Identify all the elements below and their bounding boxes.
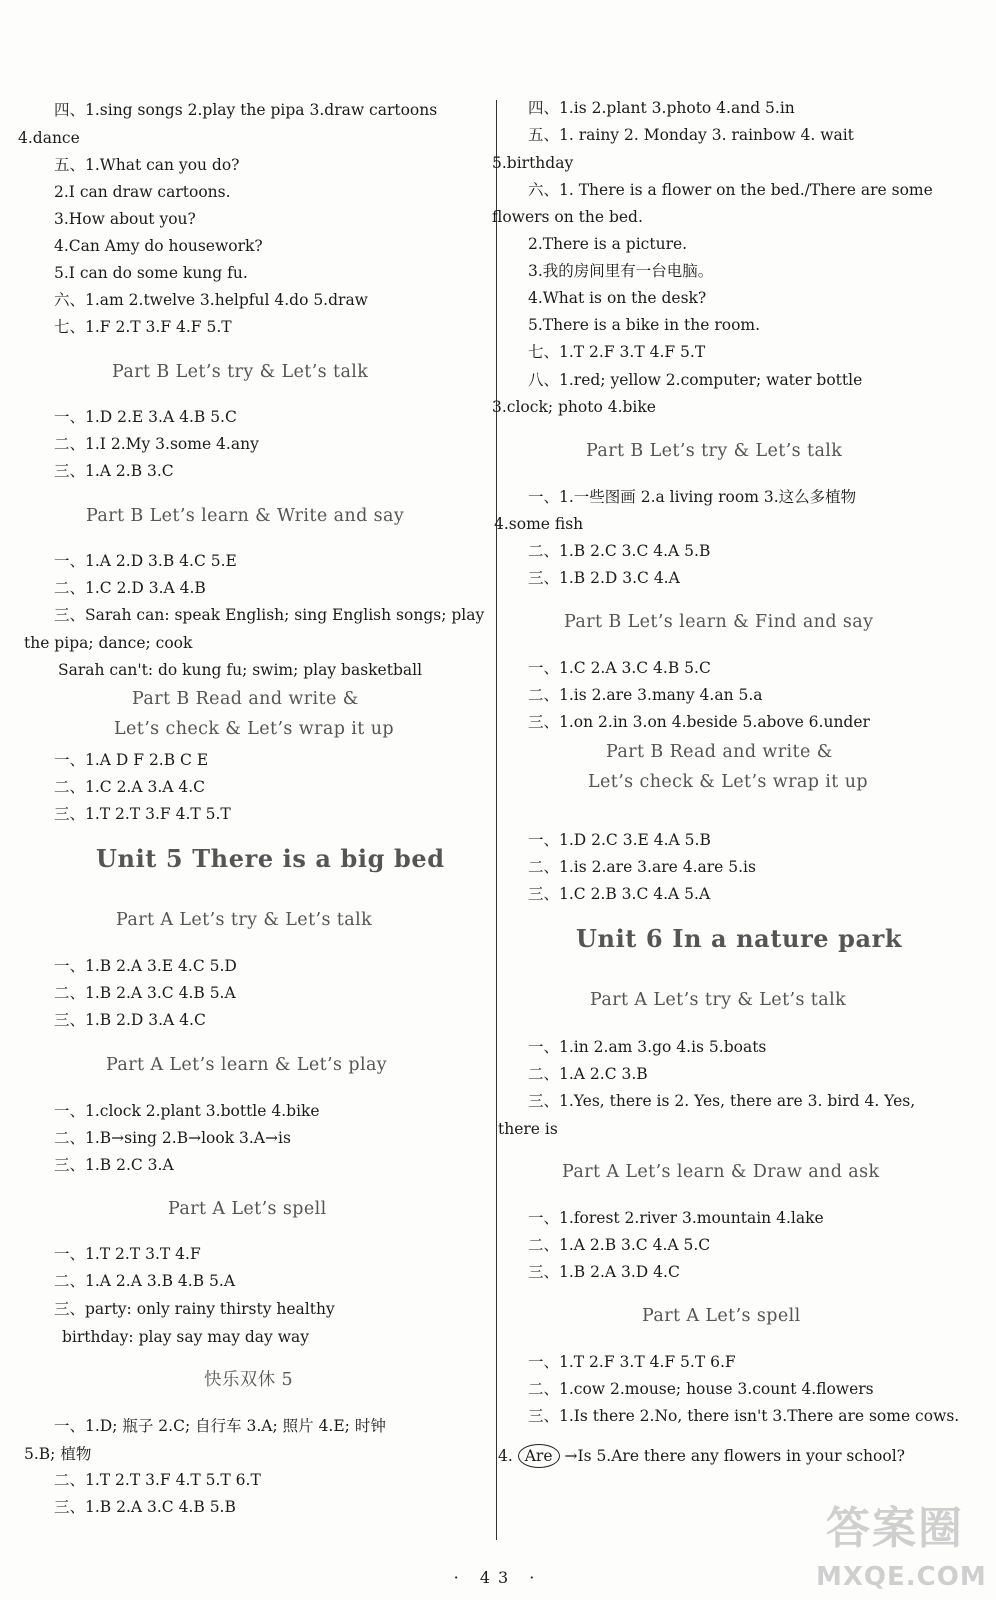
answer-line: 三、1.B 2.C 3.A	[54, 1156, 174, 1174]
answer-line: 二、1.I 2.My 3.some 4.any	[54, 435, 259, 453]
answer-line: 五、1. rainy 2. Monday 3. rainbow 4. wait	[528, 126, 854, 144]
answer-line: 三、1.A 2.B 3.C	[54, 462, 174, 480]
section-heading: 快乐双休 5	[204, 1370, 294, 1390]
answer-line: 二、1.B 2.C 3.C 4.A 5.B	[528, 542, 711, 560]
section-heading: Part B Let’s learn & Write and say	[86, 506, 405, 526]
answer-line: 七、1.F 2.T 3.F 4.F 5.T	[54, 318, 232, 336]
answer-line: 5.birthday	[492, 154, 574, 172]
answer-line: 二、1.C 2.A 3.A 4.C	[54, 778, 206, 796]
site-watermark	[816, 1492, 987, 1592]
answer-line: 一、1.B 2.A 3.E 4.C 5.D	[54, 957, 237, 975]
unit-title: Unit 5 There is a big bed	[96, 844, 445, 873]
section-heading: Part B Read and write &	[132, 689, 359, 709]
answer-line: 八、1.red; yellow 2.computer; water bottle	[528, 371, 863, 389]
answer-line: 4.dance	[18, 129, 80, 147]
answer-number: 4.	[498, 1447, 513, 1465]
answer-text: →Is 5.Are there any flowers in your school?	[564, 1447, 905, 1465]
answer-line: 四、1.is 2.plant 3.photo 4.and 5.in	[528, 99, 795, 117]
circled-word: Are	[518, 1444, 560, 1468]
answer-line: 5.I can do some kung fu.	[54, 264, 248, 282]
answer-line: 一、1.D 2.C 3.E 4.A 5.B	[528, 831, 711, 849]
answer-line: 三、1.B 2.D 3.A 4.C	[54, 1011, 206, 1029]
answer-line: 一、1.D; 瓶子 2.C; 自行车 3.A; 照片 4.E; 时钟	[54, 1417, 386, 1435]
answer-line: 3.clock; photo 4.bike	[492, 398, 656, 416]
section-heading: Part B Let’s try & Let’s talk	[112, 362, 369, 382]
answer-line: 一、1.in 2.am 3.go 4.is 5.boats	[528, 1038, 767, 1056]
section-heading: Let’s check & Let’s wrap it up	[588, 772, 868, 792]
answer-line: 二、1.A 2.C 3.B	[528, 1065, 648, 1083]
answer-line: 二、1.A 2.A 3.B 4.B 5.A	[54, 1272, 236, 1290]
answer-line: 一、1.A 2.D 3.B 4.C 5.E	[54, 552, 237, 570]
answer-line: Sarah can't: do kung fu; swim; play basketball	[58, 661, 423, 679]
answer-line	[498, 1444, 905, 1468]
answer-line: 三、1.Is there 2.No, there isn't 3.There are some cows.	[528, 1407, 960, 1425]
answer-line: 二、1.C 2.D 3.A 4.B	[54, 579, 206, 597]
answer-line: 三、1.C 2.B 3.C 4.A 5.A	[528, 885, 711, 903]
answer-line: 三、1.B 2.A 3.C 4.B 5.B	[54, 1498, 236, 1516]
answer-line: 5.There is a bike in the room.	[528, 316, 761, 334]
section-heading: Part B Let’s try & Let’s talk	[586, 441, 843, 461]
answer-line: 一、1.forest 2.river 3.mountain 4.lake	[528, 1209, 824, 1227]
answer-line: 三、1.T 2.T 3.F 4.T 5.T	[54, 805, 231, 823]
answer-line: 四、1.sing songs 2.play the pipa 3.draw cartoons	[54, 101, 438, 119]
column-divider	[496, 100, 497, 1540]
answer-line: 二、1.B 2.A 3.C 4.B 5.A	[54, 984, 236, 1002]
answer-line: 一、1.clock 2.plant 3.bottle 4.bike	[54, 1102, 320, 1120]
section-heading: Part B Read and write &	[606, 742, 833, 762]
answer-line: 二、1.T 2.T 3.F 4.T 5.T 6.T	[54, 1471, 261, 1489]
answer-line: 一、1.C 2.A 3.C 4.B 5.C	[528, 659, 711, 677]
answer-line: 3.How about you?	[54, 210, 196, 228]
section-heading: Part A Let’s learn & Draw and ask	[562, 1162, 880, 1182]
answer-line: 五、1.What can you do?	[54, 156, 240, 174]
section-heading: Part A Let’s try & Let’s talk	[116, 910, 373, 930]
answer-line: 2.I can draw cartoons.	[54, 183, 231, 201]
answer-line: 三、1.on 2.in 3.on 4.beside 5.above 6.under	[528, 713, 870, 731]
section-heading: Part A Let’s spell	[168, 1199, 327, 1219]
answer-line: 4.some fish	[494, 515, 584, 533]
answer-line: 三、Sarah can: speak English; sing English songs; play	[54, 606, 485, 624]
answer-line: 二、1.cow 2.mouse; house 3.count 4.flowers	[528, 1380, 874, 1398]
answer-line: birthday: play say may day way	[62, 1328, 309, 1346]
answer-line: 三、1.Yes, there is 2. Yes, there are 3. bird 4. Yes,	[528, 1092, 916, 1110]
section-heading: Part A Let’s try & Let’s talk	[590, 990, 847, 1010]
answer-line: 一、1.D 2.E 3.A 4.B 5.C	[54, 408, 237, 426]
answer-line: 二、1.B→sing 2.B→look 3.A→is	[54, 1129, 291, 1147]
answer-line: 二、1.is 2.are 3.are 4.are 5.is	[528, 858, 756, 876]
answer-line: 二、1.is 2.are 3.many 4.an 5.a	[528, 686, 763, 704]
answer-line: 三、1.B 2.A 3.D 4.C	[528, 1263, 680, 1281]
section-heading: Part A Let’s learn & Let’s play	[106, 1055, 388, 1075]
answer-line: 三、1.B 2.D 3.C 4.A	[528, 569, 680, 587]
answer-line: flowers on the bed.	[492, 208, 643, 226]
answer-line: 一、1.T 2.F 3.T 4.F 5.T 6.F	[528, 1353, 736, 1371]
section-heading: Part A Let’s spell	[642, 1306, 801, 1326]
answer-line: 二、1.A 2.B 3.C 4.A 5.C	[528, 1236, 711, 1254]
answer-line: 4.What is on the desk?	[528, 289, 707, 307]
answer-line: 一、1.A D F 2.B C E	[54, 751, 209, 769]
answer-line: there is	[498, 1120, 558, 1138]
section-heading: Let’s check & Let’s wrap it up	[114, 719, 394, 739]
page-number: · 43 ·	[453, 1568, 543, 1587]
watermark-logo-text: 答案圈	[826, 1503, 964, 1554]
answer-line: 一、1.一些图画 2.a living room 3.这么多植物	[528, 488, 857, 506]
watermark-domain: MXQE.COM	[816, 1562, 987, 1592]
answer-line: the pipa; dance; cook	[24, 634, 193, 652]
answer-line: 六、1. There is a flower on the bed./There are some	[528, 181, 933, 199]
section-heading: Part B Let’s learn & Find and say	[564, 612, 874, 632]
answer-line: 六、1.am 2.twelve 3.helpful 4.do 5.draw	[54, 291, 368, 309]
answer-line: 3.我的房间里有一台电脑。	[528, 262, 714, 280]
answer-line: 2.There is a picture.	[528, 235, 688, 253]
answer-line: 5.B; 植物	[24, 1445, 92, 1463]
answer-line: 4.Can Amy do housework?	[54, 237, 263, 255]
unit-title: Unit 6 In a nature park	[576, 924, 903, 953]
answer-line: 七、1.T 2.F 3.T 4.F 5.T	[528, 343, 706, 361]
answer-line: 一、1.T 2.T 3.T 4.F	[54, 1245, 201, 1263]
answer-line: 三、party: only rainy thirsty healthy	[54, 1300, 335, 1318]
